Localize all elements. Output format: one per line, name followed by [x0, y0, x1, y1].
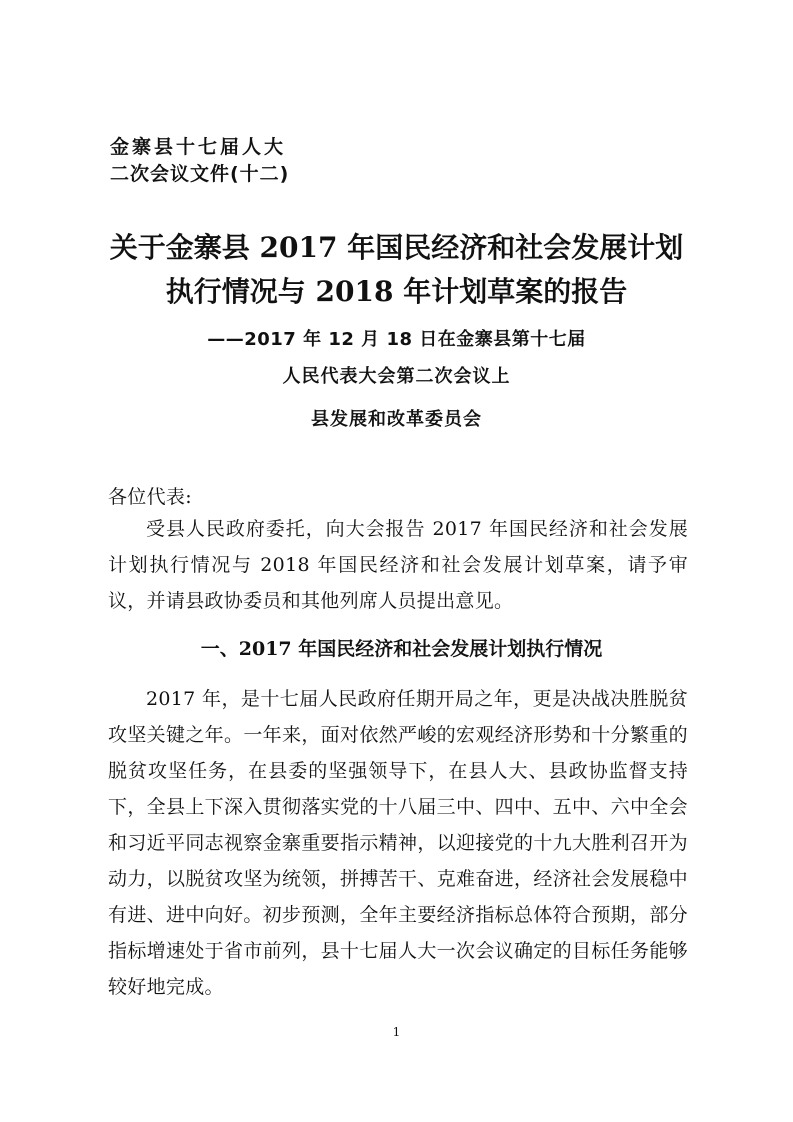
document-label-line2: 二次会议文件(十二): [110, 163, 290, 185]
author-line: 县发展和改革委员会: [311, 409, 482, 430]
salutation: 各位代表:: [108, 486, 192, 508]
report-title-line2: 执行情况与 2018 年计划草案的报告: [165, 275, 628, 308]
subtitle-date-line: ——2017 年 12 月 18 日在金寨县第十七届: [207, 329, 586, 350]
document-label-line1: 金寨县十七届人大: [110, 136, 287, 158]
page-number: 1: [392, 1025, 401, 1039]
subtitle-meeting-line: 人民代表大会第二次会议上: [282, 366, 511, 387]
intro-paragraph: 受县人民政府委托，向大会报告 2017 年国民经济和社会发展计划执行情况与 2018 年国民经济和社会发展计划草案，请予审议，并请县政协委员和其他列席人员提出意见。: [108, 518, 688, 612]
section-paragraph: 2017 年，是十七届人民政府任期开局之年，更是决战决胜脱贫攻坚关键之年。一年来，面对依然严峻的宏观经济形势和十分繁重的脱贫攻坚任务，在县委的坚强领导下，在县人大、县政协监督支持下，全县上下深入贯彻落实党的十八届三中、四中、五中、六中全会和习近平同志视察金寨重要指示精神，以迎接党的十九大胜利召开为动力，以脱贫攻坚为统领，拼搏苦干、克难奋进，经济社会发展稳中有进、进中向好。初步预测，全年主要经济指标总体符合预期，部分指标增速处于省市前列，县十七届人大一次会议确定的目标任务能够较好地完成。: [108, 688, 688, 998]
section-heading: 一、2017 年国民经济和社会发展计划执行情况: [200, 638, 603, 660]
report-title-line1: 关于金寨县 2017 年国民经济和社会发展计划: [109, 231, 684, 264]
